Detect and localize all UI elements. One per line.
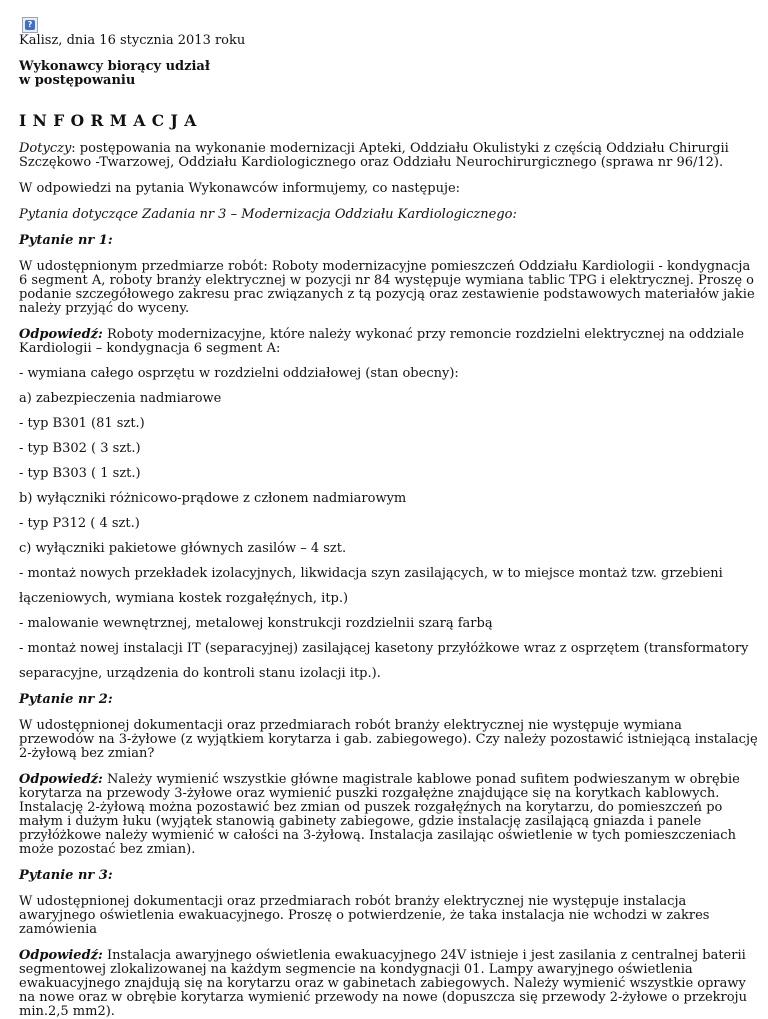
subject-label: Dotyczy — [19, 141, 72, 156]
answer-3-label: Odpowiedź: — [19, 948, 103, 963]
question-3-text: W udostępnionej dokumentacji oraz przedmiarach robót branży elektrycznej nie występuje instalacja awaryjnego oświetlenia ewakuacyjnego. Proszę o potwierdzenie, że taka instalacja nie wchodzi w zakres zamówienia — [19, 894, 710, 937]
answer-1-item: - typ B302 ( 3 szt.) — [19, 441, 141, 456]
answer-2-text: Należy wymienić wszystkie główne magistrale kablowe ponad sufitem podwieszanym w obrębie korytarza na przewody 3-żyłowe oraz wymienić puszki rozgałężne znajdujące się na korytkach kablowych. Instalację 2-żyłową można pozostawić bez zmian od puszek rozgałęźnych na korytarzu, do pomieszczeń po małym i dużym łuku (wyjątek stanowią gabinety zabiegowe, gdzie instalację zasilającą gniazda i panele przyłóżkowe należy wymienić w całości na 3-żyłową. Instalacja zasilając oświetlenie w tych pomieszczeniach może pozostać bez zmian). — [19, 772, 740, 857]
recipient-line-2: w postępowaniu — [19, 73, 136, 88]
answer-1-item: - typ P312 ( 4 szt.) — [19, 516, 140, 531]
answer-1-item: - typ B303 ( 1 szt.) — [19, 466, 141, 481]
broken-image-icon: ? — [22, 17, 38, 33]
question-1-label: Pytanie nr 1: — [19, 233, 113, 248]
answer-1-item: c) wyłączniki pakietowe głównych zasilów – 4 szt. — [19, 541, 347, 556]
answer-1-item: - montaż nowych przekładek izolacyjnych, likwidacja szyn zasilających, w to miejsce montaż tzw. grzebieni — [19, 566, 723, 581]
recipient-line-1: Wykonawcy biorący udział — [19, 59, 210, 74]
date-line: Kalisz, dnia 16 stycznia 2013 roku — [19, 33, 246, 48]
question-2-label: Pytanie nr 2: — [19, 692, 113, 707]
answer-1-item: separacyjne, urządzenia do kontroli stanu izolacji itp.). — [19, 666, 381, 681]
answer-1-paragraph — [19, 328, 759, 356]
recipients-block — [19, 60, 759, 88]
answer-1-item: a) zabezpieczenia nadmiarowe — [19, 391, 222, 406]
answer-3-text: Instalacja awaryjnego oświetlenia ewakuacyjnego 24V istnieje i jest zasilania z centralnej baterii segmentowej zlokalizowanej na każdym segmencie na kondygnacji 01. Lampy awaryjnego oświetlenia ewakuacyjnego znajdują się na korytarzu oraz w gabinetach zabiegowych. Należy wymienić wszystkie oprawy na nowe oraz w obrębie korytarza wymienić przewody na nowe (dopuszcza się przewody 2-żyłowe o przekroju min.2,5 mm2). — [19, 948, 747, 1019]
intro-paragraph: W odpowiedzi na pytania Wykonawców informujemy, co następuje: — [19, 181, 461, 196]
answer-1-item: - montaż nowej instalacji IT (separacyjnej) zasilającej kasetony przyłóżkowe wraz z osprzętem (transformatory — [19, 641, 749, 656]
subject-text: : postępowania na wykonanie modernizacji Apteki, Oddziału Okulistyki z częścią Oddziału Chirurgii Szczękowo -Twarzowej, Oddziału Kardiologicznego oraz Oddziału Neurochirurgicznego (sprawa nr 96/12). — [19, 141, 729, 170]
answer-1-item: - malowanie wewnętrznej, metalowej konstrukcji rozdzielnii szarą farbą — [19, 616, 493, 631]
answer-3-paragraph — [19, 949, 759, 1019]
document-body — [19, 17, 759, 1019]
question-3-label: Pytanie nr 3: — [19, 868, 113, 883]
section-title: Pytania dotyczące Zadania nr 3 – Modernizacja Oddziału Kardiologicznego: — [19, 207, 517, 222]
question-1-text: W udostępnionym przedmiarze robót: Roboty modernizacyjne pomieszczeń Oddziału Kardiologii - kondygnacja 6 segment A, roboty branży elektrycznej w pozycji nr 84 występuje wymiana tablic TPG i elektrycznej. Proszę o podanie szczegółowego zakresu prac związanych z tą pozycją oraz zestawienie podstawowych materiałów jakie należy przyjąć do wyceny. — [19, 259, 755, 316]
answer-1-item: łączeniowych, wymiana kostek rozgałęźnych, itp.) — [19, 591, 349, 606]
answer-1-item: - typ B301 (81 szt.) — [19, 416, 145, 431]
answer-1-item: b) wyłączniki różnicowo-prądowe z członem nadmiarowym — [19, 491, 407, 506]
answer-1-label: Odpowiedź: — [19, 327, 103, 342]
answer-1-item: - wymiana całego osprzętu w rozdzielni oddziałowej (stan obecny): — [19, 366, 459, 381]
answer-1-text: Roboty modernizacyjne, które należy wykonać przy remoncie rozdzielni elektrycznej na oddziale Kardiologii – kondygnacja 6 segment A: — [19, 327, 745, 356]
answer-2-paragraph — [19, 773, 759, 857]
question-2-text: W udostępnionej dokumentacji oraz przedmiarach robót branży elektrycznej nie występuje wymiana przewodów na 3-żyłowe (z wyjątkiem korytarza i gab. zabiegowego). Czy należy pozostawić istniejącą instalację 2-żyłową bez zmian? — [19, 718, 758, 761]
document-title: INFORMACJA — [19, 111, 203, 130]
subject-paragraph — [19, 142, 759, 170]
answer-2-label: Odpowiedź: — [19, 772, 103, 787]
